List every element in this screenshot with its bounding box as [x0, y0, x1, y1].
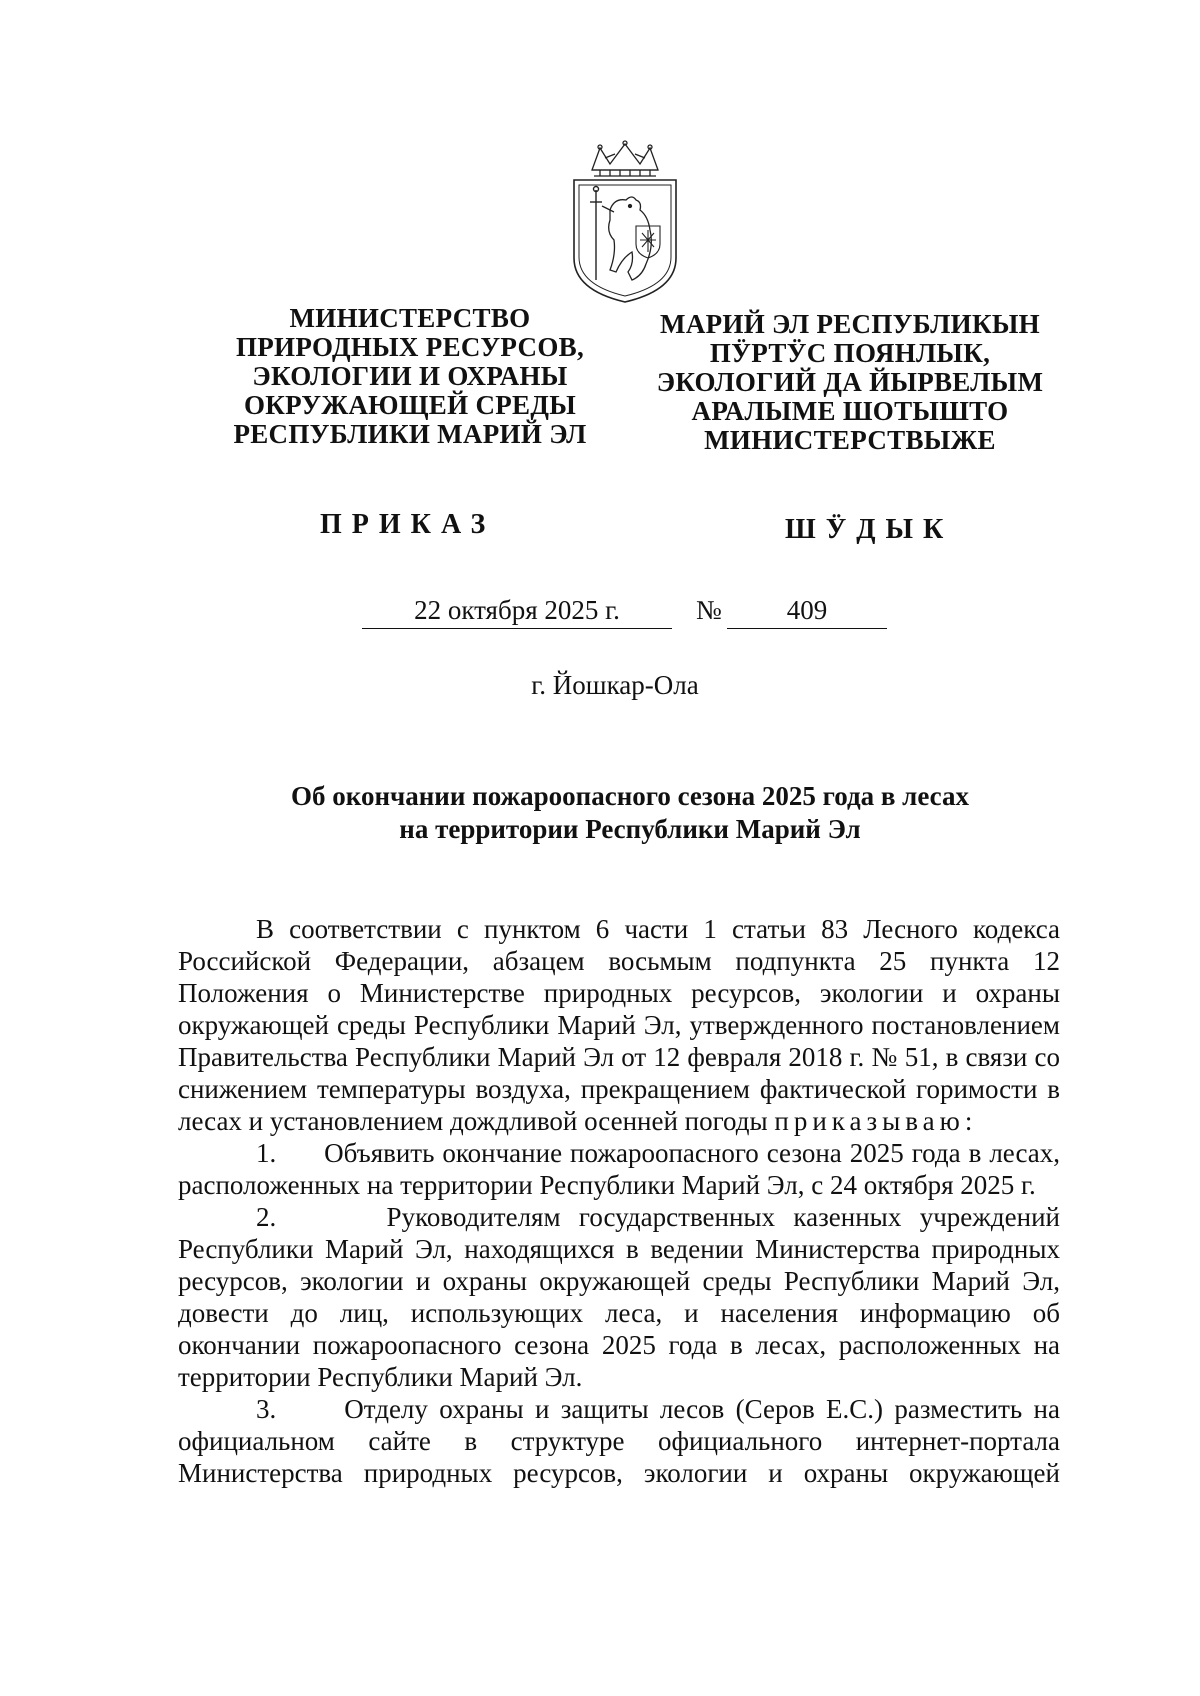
ministry-name-mari — [640, 310, 1060, 455]
document-city: г. Йошкар-Ола — [531, 670, 699, 700]
ministry-name-line: ПӰРТӰС ПОЯНЛЫК, — [709, 338, 991, 368]
order-word: приказываю: — [774, 1106, 978, 1136]
ministry-name-russian — [200, 304, 620, 449]
ministry-name-line: ЭКОЛОГИЙ ДА ЙЫРВЕЛЫМ — [656, 367, 1044, 397]
doctype-russian: ПРИКАЗ — [320, 509, 496, 540]
ministry-name-line: ПРИРОДНЫХ РЕСУРСОВ, — [235, 332, 585, 362]
ministry-name-line: МИНИСТЕРСТВЫЖЕ — [704, 425, 996, 455]
doctype-mari: ШӰДЫК — [785, 514, 954, 545]
document-body — [178, 913, 1060, 1489]
document-number: 409 — [727, 595, 887, 629]
title-line: Об окончании пожароопасного сезона 2025 года в лесах — [291, 781, 969, 811]
document-date: 22 октября 2025 г. — [362, 595, 672, 629]
intro-text: В соответствии с пунктом 6 части 1 статьи 83 Лесного кодекса Российской Федерации, абзацем восьмым подпункта 25 пункта 12 Положения о Министерстве природных ресурсов, экологии и охраны окружающей среды Республики Марий Эл, утвержденного постановлением Правительства Республики Марий Эл от 12 февраля 2018 г. № 51, в связи со снижением температуры воздуха, прекращением фактической горимости в лесах и установлением дождливой осенней погоды — [178, 914, 1060, 1136]
body-paragraph: 3. Отделу охраны и защиты лесов (Серов Е.С.) разместить на официальном сайте в структуре официального интернет-портала Министерства природных ресурсов, экологии и охраны окружающей — [178, 1394, 1060, 1488]
body-paragraph: 2. Руководителям государственных казенных учреждений Республики Марий Эл, находящихся в ведении Министерства природных ресурсов, экологии и охраны окружающей среды Республики Марий Эл, довести до лиц, использующих леса, и населения информацию об окончании пожароопасного сезона 2025 года в лесах, расположенных на территории Республики Марий Эл. — [178, 1202, 1060, 1392]
title-line: на территории Республики Марий Эл — [399, 814, 861, 844]
ministry-name-line: ОКРУЖАЮЩЕЙ СРЕДЫ — [243, 390, 577, 420]
coat-of-arms-icon — [570, 140, 680, 305]
body-paragraph: 1. Объявить окончание пожароопасного сезона 2025 года в лесах, расположенных на территории Республики Марий Эл, с 24 октября 2025 г. — [178, 1138, 1060, 1200]
ministry-name-line: МИНИСТЕРСТВО — [289, 303, 531, 333]
ministry-name-line: МАРИЙ ЭЛ РЕСПУБЛИКЫН — [660, 309, 1040, 339]
body-paragraph — [178, 913, 1060, 1137]
number-sign: № — [696, 595, 722, 625]
ministry-name-line: АРАЛЫМЕ ШОТЫШТО — [691, 396, 1009, 426]
ministry-name-line: ЭКОЛОГИИ И ОХРАНЫ — [252, 361, 568, 391]
document-title — [200, 780, 1060, 846]
ministry-name-line: РЕСПУБЛИКИ МАРИЙ ЭЛ — [233, 419, 587, 449]
